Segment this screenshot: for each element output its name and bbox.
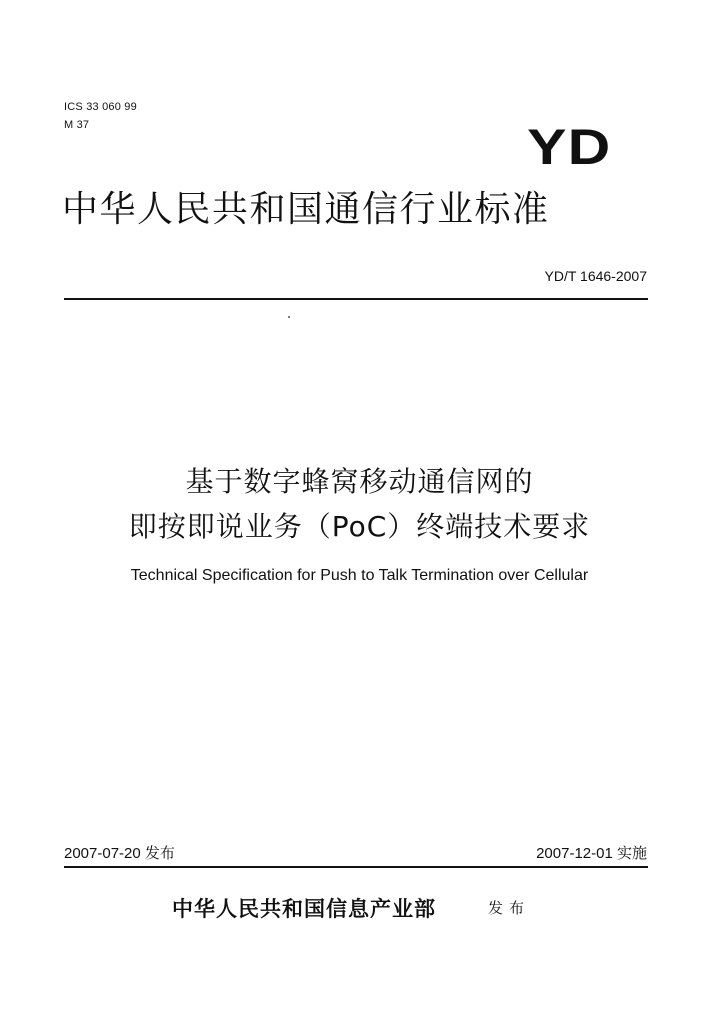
- yd-logo: YD: [526, 119, 611, 175]
- document-title-line-1: 基于数字蜂窝移动通信网的: [185, 465, 534, 498]
- standard-number: YD/T 1646-2007: [544, 268, 647, 284]
- header-divider: [64, 298, 648, 300]
- classification-code: M 37: [64, 119, 90, 131]
- issue-date: 2007-07-20 发布: [64, 845, 175, 862]
- scan-speck: [288, 316, 290, 318]
- footer-divider: [64, 866, 648, 868]
- implementation-date: 2007-12-01 实施: [536, 845, 647, 862]
- english-title: Technical Specification for Push to Talk Termination over Cellular: [130, 567, 589, 584]
- document-title-line-2: 即按即说业务（PoC）终端技术要求: [128, 510, 591, 543]
- industry-standard-title: 中华人民共和国通信行业标准: [62, 189, 550, 230]
- publisher-name: 中华人民共和国信息产业部: [172, 896, 436, 921]
- publish-label: 发布: [488, 899, 531, 917]
- ics-code: ICS 33 060 99: [64, 101, 137, 113]
